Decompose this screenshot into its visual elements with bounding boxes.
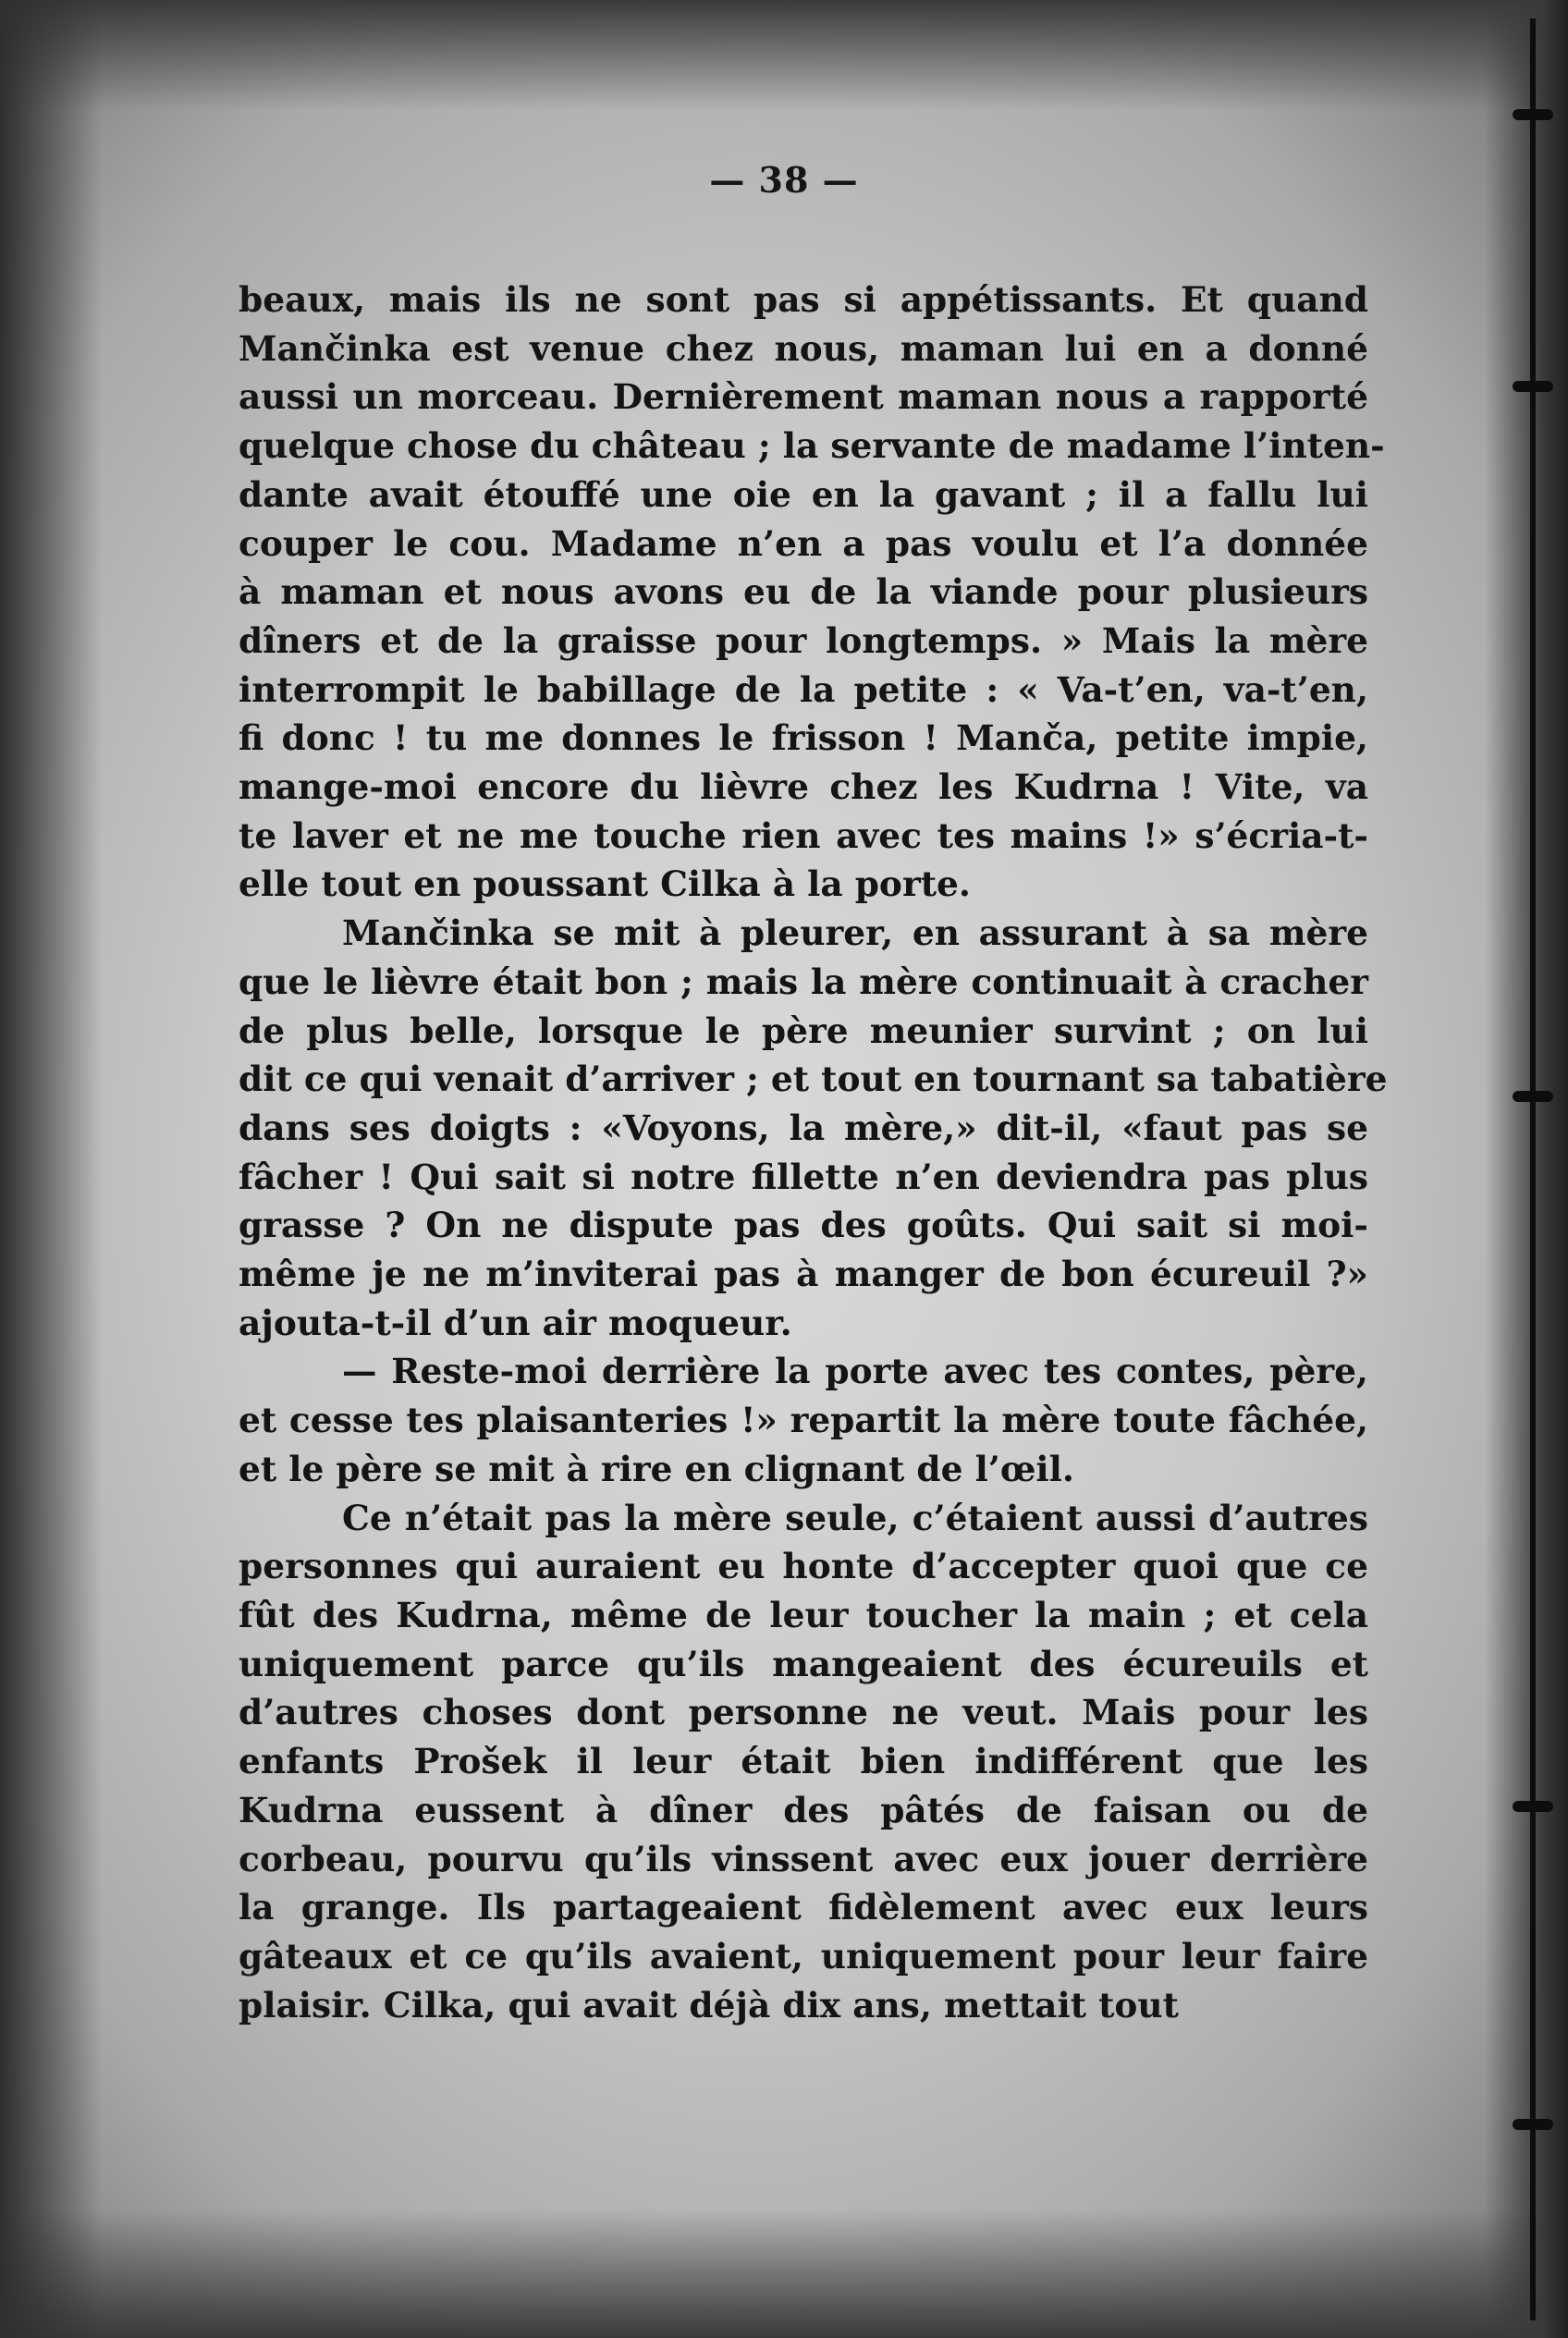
text-line: enfants Prošek il leur était bien indifférent que les [239, 1741, 1368, 1782]
text-line: grasse ? On ne dispute pas des goûts. Qui sait si moi- [239, 1205, 1368, 1246]
text-line: dîners et de la graisse pour longtemps. » Mais la mère [239, 619, 1368, 661]
text-line: aussi un morceau. Dernièrement maman nous a rapporté [239, 376, 1368, 418]
text-line: corbeau, pourvu qu’ils vinssent avec eux jouer derrière [239, 1838, 1368, 1879]
scan-shadow-top [0, 0, 1568, 111]
text-line: — Reste-moi derrière la porte avec tes contes, père, [342, 1351, 1368, 1392]
text-line: interrompit le babillage de la petite : « Va-t’en, va-t’en, [239, 668, 1368, 710]
text-line: Kudrna eussent à dîner des pâtés de faisan ou de [239, 1789, 1368, 1830]
text-line: que le lièvre était bon ; mais la mère continuait à cracher [239, 961, 1368, 1002]
binding-mark [1513, 1091, 1553, 1102]
text-line: beaux, mais ils ne sont pas si appétissants. Et quand [239, 279, 1368, 320]
text-line: et le père se mit à rire en clignant de l’œil. [239, 1448, 1074, 1489]
text-line: elle tout en poussant Cilka à la porte. [239, 863, 971, 905]
text-line: mange-moi encore du lièvre chez les Kudrna ! Vite, va [239, 766, 1368, 808]
binding-mark [1513, 109, 1553, 120]
paragraph [239, 1494, 1368, 2030]
text-line: Mančinka se mit à pleurer, en assurant à sa mère [342, 912, 1368, 954]
text-line: et cesse tes plaisanteries !» repartit la mère toute fâchée, [239, 1400, 1368, 1441]
body-text [239, 275, 1388, 2029]
text-line: dans ses doigts : «Voyons, la mère,» dit-il, «faut pas se [239, 1107, 1368, 1148]
scan-shadow-right [1485, 0, 1568, 2338]
paragraph [239, 275, 1385, 909]
text-line: couper le cou. Madame n’en a pas voulu et l’a donnée [239, 522, 1368, 564]
text-line: dante avait étouffé une oie en la gavant ; il a fallu lui [239, 473, 1368, 515]
text-line: quelque chose du château ; la servante de madame l’inten- [239, 425, 1385, 467]
binding-mark [1513, 381, 1553, 392]
text-line: fâcher ! Qui sait si notre fillette n’en deviendra pas plus [239, 1156, 1368, 1197]
text-line: fût des Kudrna, même de leur toucher la main ; et cela [239, 1594, 1368, 1635]
text-line: fi donc ! tu me donnes le frisson ! Manča, petite impie, [239, 717, 1368, 759]
scan-shadow-bottom [0, 2209, 1568, 2338]
text-line: dit ce qui venait d’arriver ; et tout en tournant sa tabatière [239, 1059, 1388, 1100]
text-line: uniquement parce qu’ils mangeaient des écureuils et [239, 1643, 1368, 1684]
scan-shadow-left [0, 0, 102, 2338]
binding-mark [1513, 2119, 1553, 2130]
binding-line [1530, 18, 1536, 2320]
text-line: plaisir. Cilka, qui avait déjà dix ans, mettait tout [239, 1984, 1180, 2026]
text-line: Ce n’était pas la mère seule, c’étaient aussi d’autres [342, 1497, 1368, 1538]
text-line: d’autres choses dont personne ne veut. Mais pour les [239, 1692, 1368, 1733]
text-line: gâteaux et ce qu’ils avaient, uniquement pour leur faire [239, 1935, 1368, 1977]
page-number: — 38 — [709, 159, 859, 201]
text-line: ajouta-t-il d’un air moqueur. [239, 1302, 792, 1343]
text-line: te laver et ne me touche rien avec tes mains !» s’écria-t- [239, 814, 1368, 856]
paragraph [239, 1347, 1368, 1493]
text-line: personnes qui auraient eu honte d’accepter quoi que ce [239, 1546, 1368, 1587]
text-line: la grange. Ils partageaient fidèlement avec eux leurs [239, 1887, 1368, 1928]
text-line: même je ne m’inviterai pas à manger de bon écureuil ?» [239, 1254, 1368, 1295]
paragraph [239, 909, 1388, 1347]
text-line: de plus belle, lorsque le père meunier survint ; on lui [239, 1010, 1368, 1051]
binding-mark [1513, 1801, 1553, 1812]
text-line: Mančinka est venue chez nous, maman lui en a donné [239, 327, 1368, 369]
text-line: à maman et nous avons eu de la viande pour plusieurs [239, 571, 1368, 613]
